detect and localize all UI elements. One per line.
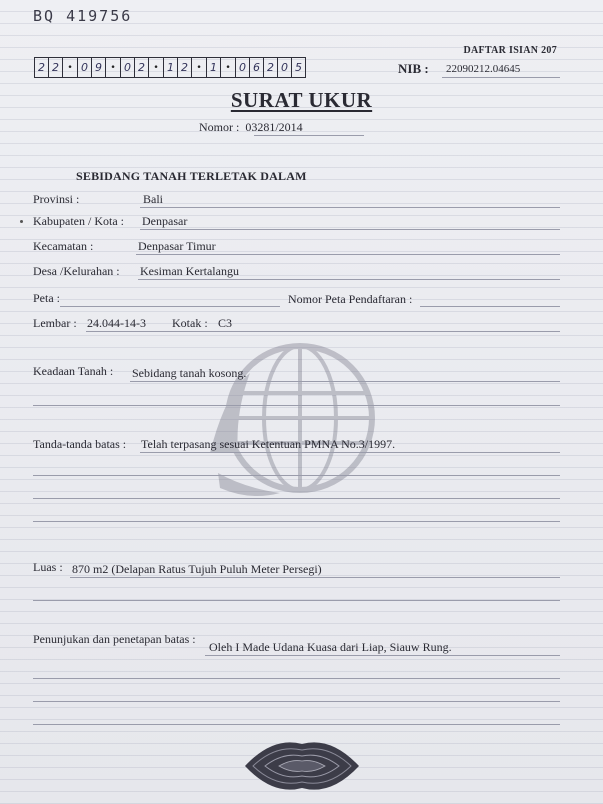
kotak-label: Kotak : bbox=[172, 316, 208, 330]
provinsi-line bbox=[140, 207, 560, 208]
provinsi-label: Provinsi : bbox=[33, 192, 80, 206]
desa-label: Desa /Kelurahan : bbox=[33, 264, 120, 278]
peta-label: Peta : bbox=[33, 291, 60, 305]
code-box-cell: • bbox=[63, 58, 78, 77]
code-box-cell: • bbox=[149, 58, 164, 77]
code-box-cell: • bbox=[106, 58, 121, 77]
code-box-cell: • bbox=[221, 58, 236, 77]
penunjukan-line-2 bbox=[33, 678, 560, 679]
nomor-field bbox=[199, 120, 303, 135]
keadaan-label: Keadaan Tanah : bbox=[33, 364, 114, 378]
code-box-cell: • bbox=[192, 58, 207, 77]
keadaan-line bbox=[130, 381, 560, 382]
penunjukan-label: Penunjukan dan penetapan batas : bbox=[33, 632, 196, 646]
code-box-cell: 2 bbox=[135, 58, 149, 77]
desa-value: Kesiman Kertalangu bbox=[140, 264, 239, 278]
nomor-peta-line bbox=[420, 306, 560, 307]
nib-value: 22090212.04645 bbox=[446, 63, 521, 75]
code-boxes bbox=[34, 57, 306, 78]
code-box-cell: 1 bbox=[164, 58, 178, 77]
watermark-emblem-icon bbox=[190, 333, 390, 508]
keadaan-line-2 bbox=[33, 405, 560, 406]
nib-underline bbox=[442, 77, 560, 78]
serial-number: BQ 419756 bbox=[33, 7, 133, 25]
penunjukan-line bbox=[205, 655, 560, 656]
tanda-batas-value: Telah terpasang sesuai Ketentuan PMNA No.3/1997. bbox=[141, 437, 396, 451]
code-box-cell: 9 bbox=[92, 58, 106, 77]
code-box-cell: 6 bbox=[250, 58, 264, 77]
kotak-value: C3 bbox=[218, 316, 233, 330]
code-box-cell: 2 bbox=[178, 58, 192, 77]
lembar-value: 24.044-14-3 bbox=[87, 316, 146, 330]
kecamatan-label: Kecamatan : bbox=[33, 239, 94, 253]
code-box-cell: 2 bbox=[264, 58, 278, 77]
kabupaten-value: Denpasar bbox=[142, 214, 188, 228]
kecamatan-value: Denpasar Timur bbox=[138, 239, 216, 253]
code-box-cell: 0 bbox=[121, 58, 135, 77]
keadaan-value: Sebidang tanah kosong. bbox=[132, 366, 247, 380]
kabupaten-line bbox=[140, 229, 560, 230]
tanda-batas-line bbox=[140, 452, 560, 453]
nomor-value: 03281/2014 bbox=[245, 120, 303, 134]
lembar-label: Lembar : bbox=[33, 316, 77, 330]
desa-line bbox=[138, 279, 560, 280]
document-title: SURAT UKUR bbox=[230, 88, 373, 112]
luas-line bbox=[70, 577, 560, 578]
nomor-peta-label: Nomor Peta Pendaftaran : bbox=[288, 292, 413, 306]
luas-value: 870 m2 (Delapan Ratus Tujuh Puluh Meter Persegi) bbox=[72, 562, 322, 576]
nomor-underline bbox=[254, 135, 364, 136]
kabupaten-label: Kabupaten / Kota : bbox=[33, 214, 124, 228]
code-box-cell: 0 bbox=[236, 58, 250, 77]
provinsi-value: Bali bbox=[143, 192, 163, 206]
tanda-batas-line-2 bbox=[33, 475, 560, 476]
code-box-cell: 0 bbox=[78, 58, 92, 77]
kecamatan-line bbox=[136, 254, 560, 255]
code-box-cell: 0 bbox=[278, 58, 292, 77]
location-heading: SEBIDANG TANAH TERLETAK DALAM bbox=[76, 169, 307, 183]
nomor-label: Nomor : bbox=[199, 120, 240, 134]
nib-label: NIB : bbox=[398, 61, 429, 76]
code-box-cell: 2 bbox=[35, 58, 49, 77]
code-box-cell: 5 bbox=[295, 61, 302, 74]
peta-line bbox=[60, 306, 280, 307]
code-box-cell: 1 bbox=[207, 58, 221, 77]
luas-label: Luas : bbox=[33, 560, 63, 574]
form-code: DAFTAR ISIAN 207 bbox=[463, 45, 557, 56]
tanda-batas-line-4 bbox=[33, 521, 560, 522]
penunjukan-value: Oleh I Made Udana Kuasa dari Liap, Siauw Rung. bbox=[209, 640, 452, 654]
penunjukan-line-3 bbox=[33, 701, 560, 702]
margin-dot bbox=[20, 220, 23, 223]
tanda-batas-line-3 bbox=[33, 498, 560, 499]
tanda-batas-label: Tanda-tanda batas : bbox=[33, 437, 127, 451]
luas-line-2 bbox=[33, 600, 560, 601]
code-box-cell: 2 bbox=[49, 58, 63, 77]
security-seal-icon bbox=[243, 740, 361, 792]
lembar-line bbox=[86, 331, 560, 332]
penunjukan-line-4 bbox=[33, 724, 560, 725]
